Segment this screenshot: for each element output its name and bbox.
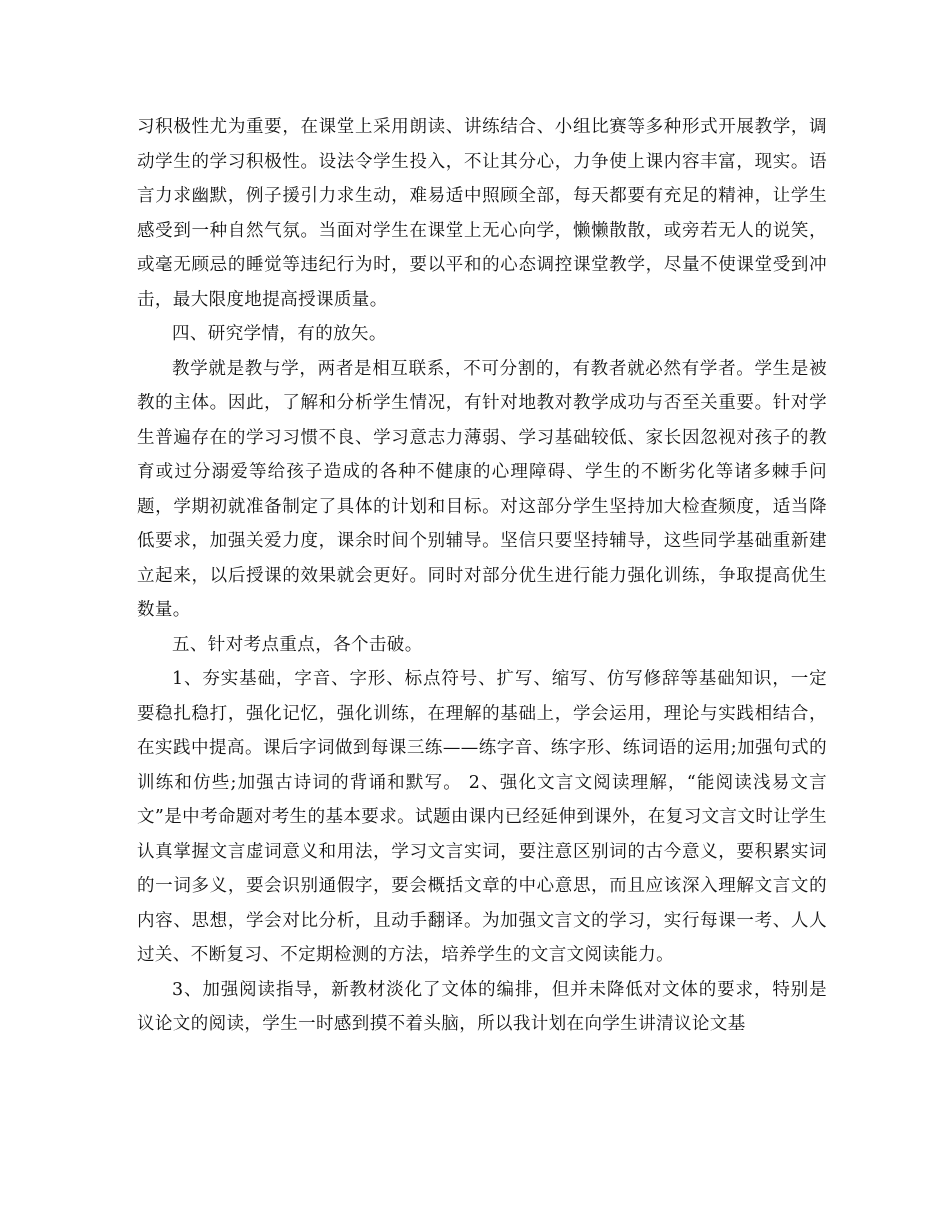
paragraph-2: 教学就是教与学，两者是相互联系，不可分割的，有教者就必然有学者。学生是被教的主体。因此，了解和分析学生情况，有针对地教对教学成功与否至关重要。针对学生普遍存在的学习习惯不良、学习意志力薄弱、学习基础较低、家长因忽视对孩子的教育或过分溺爱等给孩子造成的各种不健康的心理障碍、学生的不断劣化等诸多棘手问题，学期初就准备制定了具体的计划和目标。对这部分学生坚持加大检查频度，适当降低要求，加强关爱力度，课余时间个别辅导。坚信只要坚持辅导，这些同学基础重新建立起来，以后授课的效果就会更好。同时对部分优生进行能力强化训练，争取提高优生数量。 [137, 358, 827, 620]
paragraph-1: 习积极性尤为重要，在课堂上采用朗读、讲练结合、小组比赛等多种形式开展教学，调动学生的学习积极性。设法令学生投入，不让其分心，力争使上课内容丰富，现实。语言力求幽默，例子援引力求生动，难易适中照顾全部，每天都要有充足的精神，让学生感受到一种自然气氛。当面对学生在课堂上无心向学，懒懒散散，或旁若无人的说笑，或毫无顾忌的睡觉等违纪行为时，要以平和的心态调控课堂教学，尽量不使课堂受到冲击，最大限度地提高授课质量。 [137, 117, 827, 310]
section-heading-4: 四、研究学情，有的放矢。 [172, 324, 387, 344]
paragraph-3: 1、夯实基础，字音、字形、标点符号、扩写、缩写、仿写修辞等基础知识，一定要稳扎稳打，强化记忆，强化训练，在理解的基础上，学会运用，理论与实践相结合，在实践中提高。课后字词做到每课三练——练字音、练字形、练词语的运用;加强句式的训练和仿些;加强古诗词的背诵和默写。 2、强化文言文阅读理解，“能阅读浅易文言文”是中考命题对考生的基本要求。试题由课内已经延伸到课外，在复习文言文时让学生认真掌握文言虚词意义和用法，学习文言实词，要注意区别词的古今意义，要积累实词的一词多义，要会识别通假字，要会概括文章的中心意思，而且应该深入理解文言文的内容、思想，学会对比分析，且动手翻译。为加强文言文的学习，实行每课一考、人人过关、不断复习、不定期检测的方法，培养学生的文言文阅读能力。 [137, 669, 827, 965]
paragraph-4: 3、加强阅读指导，新教材淡化了文体的编排，但并未降低对文体的要求，特别是议论文的阅读，学生一时感到摸不着头脑，所以我计划在向学生讲清议论文基 [137, 979, 827, 1034]
document-body [137, 110, 827, 1042]
section-heading-5: 五、针对考点重点，各个击破。 [172, 634, 423, 655]
